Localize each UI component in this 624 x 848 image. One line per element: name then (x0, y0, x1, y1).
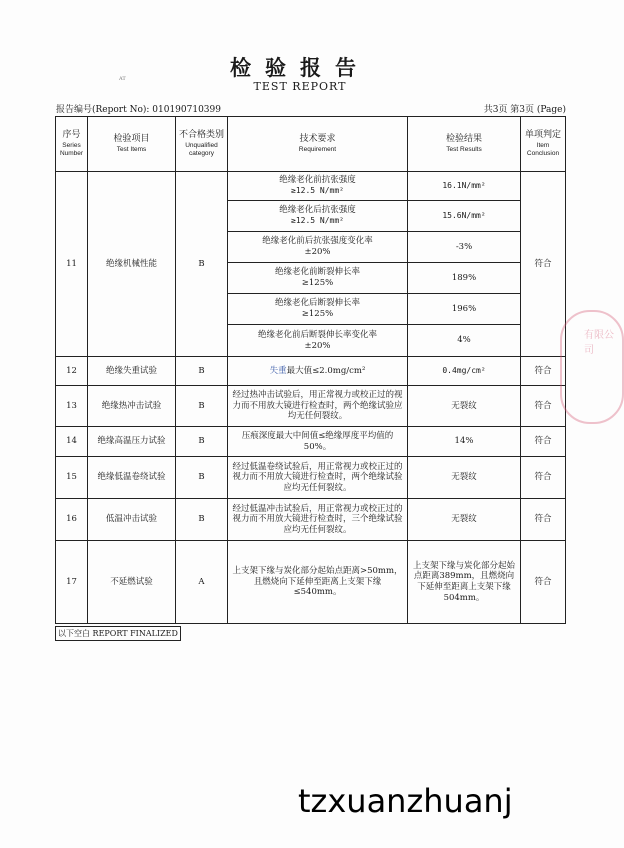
category: B (176, 357, 228, 386)
requirement: 绝缘老化后抗张强度 ≥12.5 N/mm² (228, 201, 408, 232)
requirement: 经过热冲击试验后，用正常视力或校正过的视力而不用放大镜进行检查时，两个绝缘试验应均无任何裂纹。 (228, 386, 408, 427)
series-number: 13 (56, 386, 88, 427)
report-subtitle: TEST REPORT (253, 80, 347, 93)
requirement: 上支架下缘与炭化部分起始点距离>50mm，且燃烧向下延伸至距离上支架下缘≤540mm。 (228, 541, 408, 624)
series-number: 15 (56, 457, 88, 499)
table-row (56, 386, 566, 427)
test-item: 绝缘热冲击试验 (88, 386, 176, 427)
header-series-number: 序号 Series Number (56, 117, 88, 172)
table-row (56, 457, 566, 499)
test-result: 无裂纹 (408, 499, 521, 541)
test-result: 14% (408, 427, 521, 457)
conclusion: 符合 (521, 172, 566, 357)
test-result: 无裂纹 (408, 457, 521, 499)
test-result: 189% (408, 263, 521, 294)
test-item: 低温冲击试验 (88, 499, 176, 541)
table-header-row (56, 117, 566, 172)
test-item: 不延燃试验 (88, 541, 176, 624)
table-row (56, 427, 566, 457)
table-row (56, 499, 566, 541)
test-item: 绝缘低温卷绕试验 (88, 457, 176, 499)
table-row (56, 357, 566, 386)
requirement: 绝缘老化前断裂伸长率 ≥125% (228, 263, 408, 294)
conclusion: 符合 (521, 541, 566, 624)
requirement: 绝缘老化前抗张强度 ≥12.5 N/mm² (228, 172, 408, 201)
requirement: 失重最大值≤2.0mg/cm² (228, 357, 408, 386)
category: B (176, 499, 228, 541)
table-row (56, 172, 566, 201)
requirement: 绝缘老化前后断裂伸长率变化率 ±20% (228, 325, 408, 357)
test-item: 绝缘机械性能 (88, 172, 176, 357)
series-number: 11 (56, 172, 88, 357)
report-number: 报告编号(Report No): 010190710399 (56, 105, 221, 115)
table-row (56, 541, 566, 624)
corner-mark: AT (119, 76, 126, 82)
header-item-conclusion: 单项判定 Item Conclusion (521, 117, 566, 172)
company-seal (560, 310, 624, 424)
report-finalized-note: 以下空白 REPORT FINALIZED (55, 626, 181, 641)
test-result: 0.4mg/cm² (408, 357, 521, 386)
series-number: 14 (56, 427, 88, 457)
watermark-text: tzxuanzhuanj (298, 782, 513, 820)
header-unqualified-category: 不合格类别 Unqualified category (176, 117, 228, 172)
page-info: 共3页 第3页 (Page) (483, 105, 566, 115)
conclusion: 符合 (521, 499, 566, 541)
requirement: 绝缘老化前后抗张强度变化率 ±20% (228, 232, 408, 263)
series-number: 17 (56, 541, 88, 624)
test-result: 16.1N/mm² (408, 172, 521, 201)
seal-text: 有限公司 (584, 330, 614, 356)
category: A (176, 541, 228, 624)
series-number: 16 (56, 499, 88, 541)
requirement: 绝缘老化后断裂伸长率 ≥125% (228, 294, 408, 325)
requirement: 经过低温卷绕试验后，用正常视力或校正过的视力而不用放大镜进行检查时，两个绝缘试验应均无任何裂纹。 (228, 457, 408, 499)
report-title: 检验报告 (230, 55, 370, 80)
header-requirement: 技术要求 Requirement (228, 117, 408, 172)
test-result: 196% (408, 294, 521, 325)
test-result: 4% (408, 325, 521, 357)
test-item: 绝缘失重试验 (88, 357, 176, 386)
header-test-results: 检验结果 Test Results (408, 117, 521, 172)
conclusion: 符合 (521, 386, 566, 427)
conclusion: 符合 (521, 357, 566, 386)
category: B (176, 386, 228, 427)
category: B (176, 172, 228, 357)
test-result: 上支架下缘与炭化部分起始点距离389mm，且燃烧向下延伸至距离上支架下缘504mm。 (408, 541, 521, 624)
requirement: 经过低温冲击试验后，用正常视力或校正过的视力而不用放大镜进行检查时，三个绝缘试验应均无任何裂纹。 (228, 499, 408, 541)
header-test-items: 检验项目 Test Items (88, 117, 176, 172)
category: B (176, 427, 228, 457)
category: B (176, 457, 228, 499)
requirement: 压痕深度最大中间值≤绝缘厚度平均值的50%。 (228, 427, 408, 457)
test-result: -3% (408, 232, 521, 263)
conclusion: 符合 (521, 457, 566, 499)
series-number: 12 (56, 357, 88, 386)
conclusion: 符合 (521, 427, 566, 457)
test-result: 15.6N/mm² (408, 201, 521, 232)
test-result: 无裂纹 (408, 386, 521, 427)
test-item: 绝缘高温压力试验 (88, 427, 176, 457)
test-results-table (55, 116, 566, 624)
